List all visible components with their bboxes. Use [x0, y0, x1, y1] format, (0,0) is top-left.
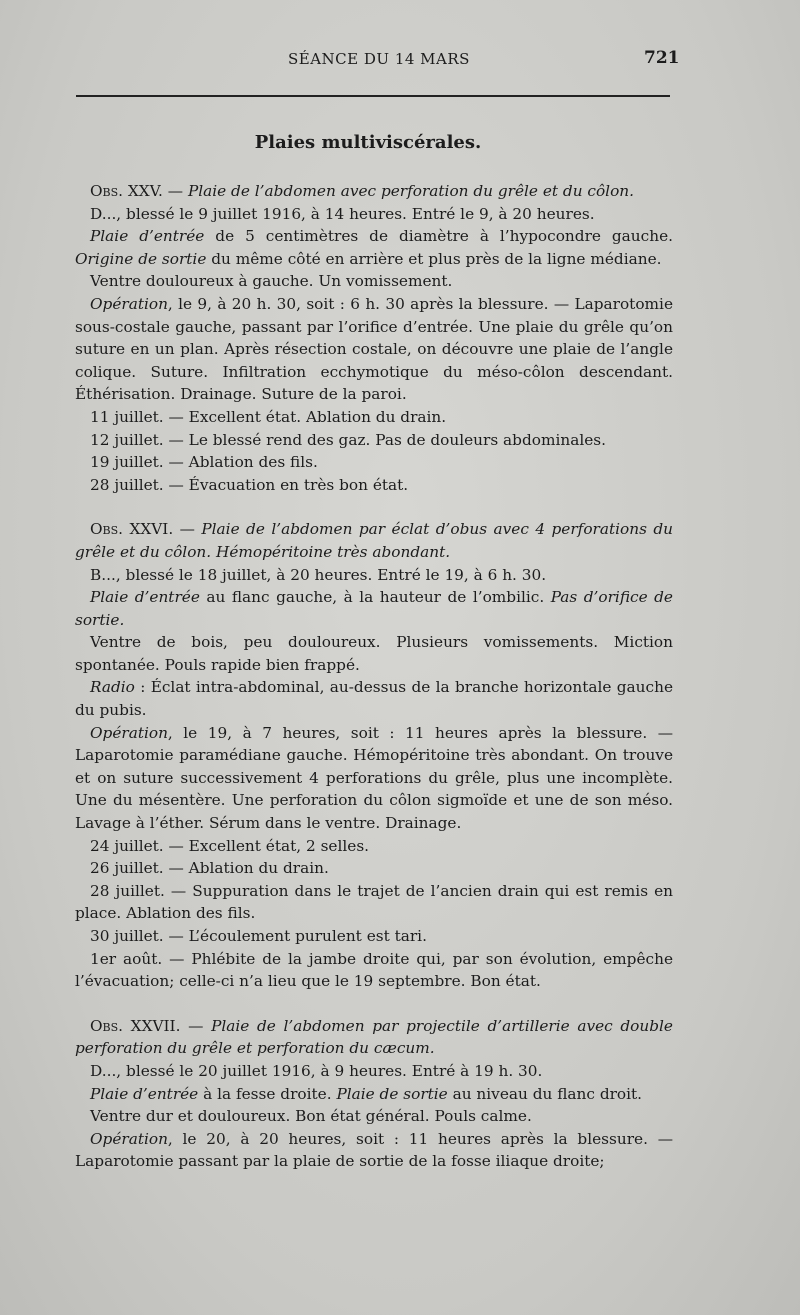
page-number: 721 — [644, 48, 680, 68]
italic-text: Opération — [90, 294, 168, 313]
observation-title: Plaie de l’abdomen par éclat d’obus avec 4 perforations du grêle et du côlon. Hémopéritoine très abondant. — [75, 520, 673, 561]
text-segment: de 5 centimètres de diamètre à l’hypocondre gauche. — [204, 227, 673, 246]
running-title: SÉANCE DU 14 MARS — [288, 50, 470, 68]
text-segment: à la fesse droite. — [198, 1084, 337, 1103]
italic-text: Pas d’orifice de sortie. — [75, 588, 673, 629]
observation-paragraph — [75, 1083, 673, 1106]
text-segment: 19 juillet. — Ablation des fils. — [90, 453, 318, 472]
observation-block — [75, 180, 673, 496]
italic-text: Opération — [90, 723, 168, 742]
italic-text: Plaie d’entrée — [90, 588, 200, 607]
observation-dash: — — [162, 182, 188, 200]
observation-paragraph — [75, 835, 673, 858]
observation-paragraph — [75, 586, 673, 631]
observation-paragraph — [75, 948, 673, 993]
observation-paragraph — [75, 925, 673, 948]
text-segment: 11 juillet. — Excellent état. Ablation du drain. — [90, 407, 447, 426]
observation-paragraph — [75, 880, 673, 925]
text-segment: , le 9, à 20 h. 30, soit : 6 h. 30 après la blessure. — Laparotomie sous-costale gauche, passant par l’orifice d’entrée. Une plaie du grêle qu’on suture en un plan. Après résection costale, on découvre une plaie de l’angle colique. Suture. Infiltration ecchymotique du méso-côlon descendant. Éthérisation. Drainage. Suture de la paroi. — [75, 294, 673, 404]
text-segment: du même côté en arrière et plus près de la ligne médiane. — [206, 249, 662, 268]
observation-paragraph — [75, 451, 673, 474]
observation-paragraph — [75, 1105, 673, 1128]
header-rule — [76, 95, 670, 97]
observation-paragraph — [75, 564, 673, 587]
text-segment: 1er août. — Phlébite de la jambe droite qui, par son évolution, empêche l’évacuation; celle-ci n’a lieu que le 19 septembre. Bon état. — [75, 949, 673, 991]
italic-text: Plaie d’entrée — [90, 1084, 199, 1103]
observation-block — [75, 518, 673, 992]
observation-paragraph — [75, 722, 673, 835]
italic-text: Plaie de sortie — [336, 1084, 448, 1103]
text-segment: au flanc gauche, à la hauteur de l’ombilic. — [199, 588, 551, 607]
observation-title: Plaie de l’abdomen avec perforation du grêle et du côlon. — [187, 182, 634, 200]
text-segment: 28 juillet. — Suppuration dans le trajet de l’ancien drain qui est remis en place. Ablation des fils. — [75, 881, 673, 923]
observation-paragraph — [75, 1060, 673, 1083]
observation-heading — [75, 180, 673, 203]
italic-text: Plaie d’entrée — [90, 227, 205, 246]
italic-text: Origine de sortie — [75, 249, 207, 268]
text-segment: D..., blessé le 9 juillet 1916, à 14 heures. Entré le 9, à 20 heures. — [90, 204, 595, 223]
text-segment: , le 20, à 20 heures, soit : 11 heures après la blessure. — Laparotomie passant par la plaie de sortie de la fosse iliaque droite; — [75, 1129, 673, 1171]
observation-paragraph — [75, 631, 673, 676]
observation-heading — [75, 518, 673, 563]
observation-paragraph — [75, 676, 673, 721]
observation-label: Obs. XXVI. — [90, 520, 174, 539]
observation-paragraph — [75, 293, 673, 406]
observation-paragraph — [75, 474, 673, 497]
observation-paragraph — [75, 203, 673, 226]
text-segment: 24 juillet. — Excellent état, 2 selles. — [90, 836, 370, 855]
text-segment: : Éclat intra-abdominal, au-dessus de la branche horizontale gauche du pubis. — [75, 678, 673, 720]
text-segment: B..., blessé le 18 juillet, à 20 heures. Entré le 19, à 6 h. 30. — [90, 565, 547, 584]
observation-block — [75, 1015, 673, 1173]
text-segment: Ventre dur et douloureux. Bon état général. Pouls calme. — [90, 1107, 532, 1126]
observation-paragraph — [75, 1128, 673, 1173]
observation-paragraph — [75, 406, 673, 429]
observation-paragraph — [75, 270, 673, 293]
text-segment: Ventre douloureux à gauche. Un vomissement. — [90, 272, 453, 291]
observation-dash: — — [180, 1016, 212, 1035]
observation-paragraph — [75, 225, 673, 270]
text-segment: Ventre de bois, peu douloureux. Plusieurs vomissements. Miction spontanée. Pouls rapide bien frappé. — [75, 633, 673, 674]
observation-title: Plaie de l’abdomen par projectile d’artillerie avec double perforation du grêle et perforation du cæcum. — [75, 1016, 673, 1058]
page-header — [0, 50, 800, 74]
observation-heading — [75, 1015, 673, 1060]
text-segment: 28 juillet. — Évacuation en très bon état. — [90, 475, 409, 494]
text-segment: 30 juillet. — L’écoulement purulent est tari. — [90, 927, 427, 945]
section-title: Plaies multiviscérales. — [254, 132, 482, 153]
observation-paragraph — [75, 857, 673, 880]
text-segment: D..., blessé le 20 juillet 1916, à 9 heures. Entré à 19 h. 30. — [90, 1061, 543, 1080]
observation-dash: — — [173, 520, 202, 539]
italic-text: Radio — [90, 678, 135, 697]
observation-paragraph — [75, 429, 673, 452]
text-segment: , le 19, à 7 heures, soit : 11 heures après la blessure. — Laparotomie paramédiane gauche. Hémopéritoine très abondant. On trouve et on suture successivement 4 perforations du grêle, plus une incomplète. Une du mésentère. Une perforation du côlon sigmoïde et une de son méso. Lavage à l’éther. Sérum dans le ventre. Drainage. — [75, 723, 673, 833]
italic-text: Opération — [90, 1129, 168, 1148]
observation-label: Obs. XXV. — [90, 182, 163, 200]
text-segment: 12 juillet. — Le blessé rend des gaz. Pas de douleurs abdominales. — [90, 430, 606, 449]
text-segment: 26 juillet. — Ablation du drain. — [90, 859, 329, 878]
text-segment: au niveau du flanc droit. — [447, 1084, 643, 1103]
observation-label: Obs. XXVII. — [90, 1016, 181, 1035]
body-text — [75, 180, 673, 1195]
